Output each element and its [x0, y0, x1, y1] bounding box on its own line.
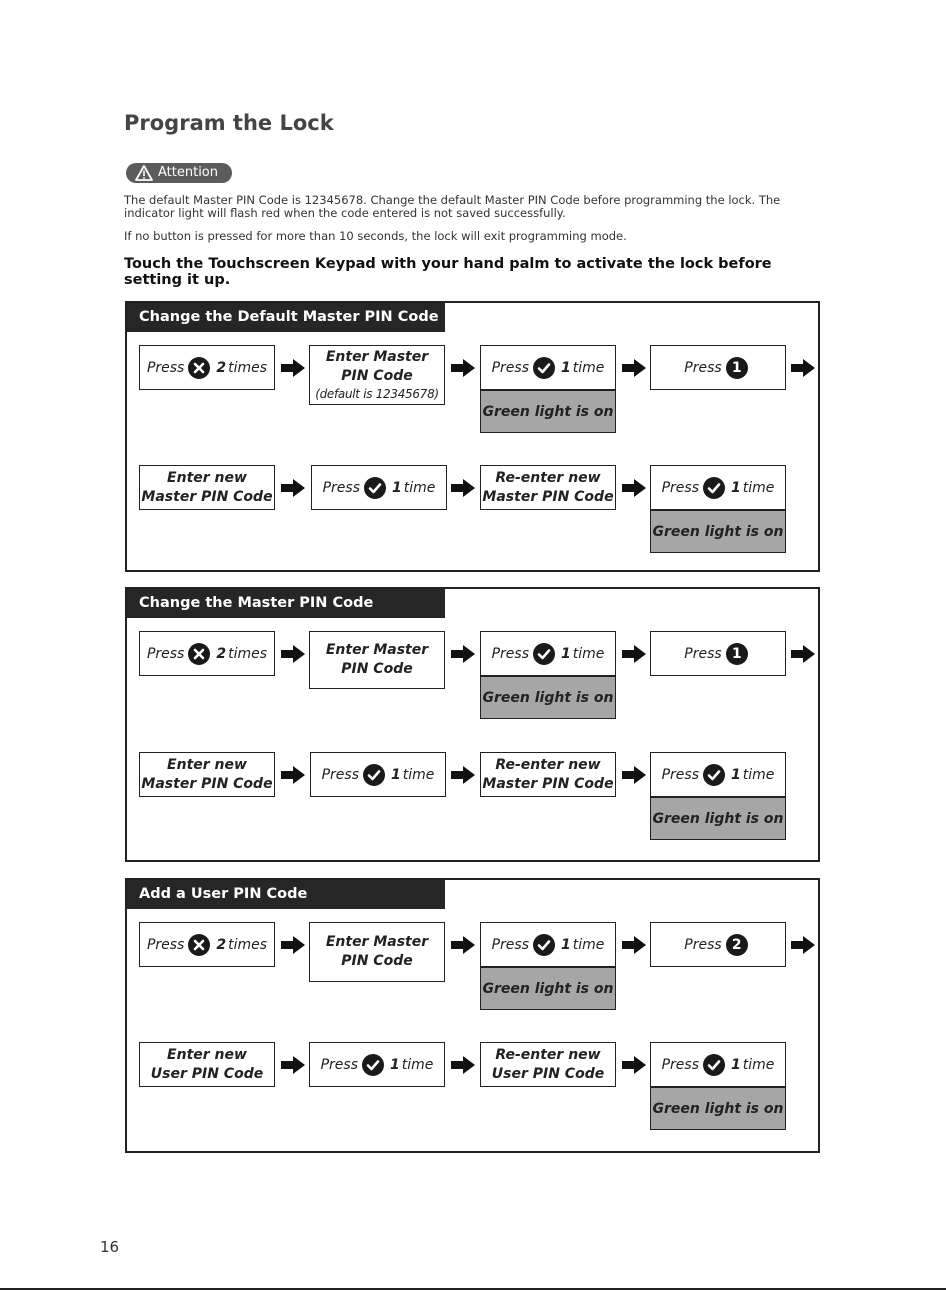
step-line: Enter new: [167, 756, 247, 773]
press-label: Press: [146, 359, 185, 376]
step-reenter-new-pin: [480, 752, 616, 797]
check-circle-icon: [703, 1054, 725, 1076]
page-number: 16: [100, 1238, 120, 1256]
step-line: Re-enter new: [495, 469, 601, 486]
step-line: Re-enter new: [495, 756, 601, 773]
press-label: Press: [322, 479, 360, 496]
time-label: time: [742, 479, 775, 496]
check-circle-icon: [363, 764, 385, 786]
green-light-status: Green light is on: [650, 797, 786, 840]
check-circle-icon: [533, 643, 555, 665]
step-enter-master-pin: [309, 631, 445, 689]
step-reenter-new-pin: [480, 1042, 616, 1087]
arrow-right-icon: [790, 644, 816, 664]
default-pin-note: The default Master PIN Code is 12345678. Change the default Master PIN Code before programming the lock. The indicator light will flash red when the code entered is not saved successfully.: [124, 193, 781, 220]
step-line: Enter new: [167, 1046, 247, 1063]
step-press-check-1-time: [309, 1042, 445, 1087]
check-circle-icon: [364, 477, 386, 499]
step-press-number: [650, 922, 786, 967]
arrow-right-icon: [450, 644, 476, 664]
attention-label: Attention: [158, 165, 218, 180]
press-label: Press: [321, 766, 359, 783]
check-circle-icon: [533, 357, 555, 379]
step-line: Master PIN Code: [482, 775, 614, 792]
arrow-right-icon: [621, 1055, 647, 1075]
page-title: Program the Lock: [124, 111, 334, 135]
times-label: times: [228, 359, 268, 376]
arrow-right-icon: [790, 935, 816, 955]
arrow-right-icon: [280, 765, 306, 785]
arrow-right-icon: [280, 644, 306, 664]
check-circle-icon: [362, 1054, 384, 1076]
number-circle-icon: [726, 643, 748, 665]
section-heading: Add a User PIN Code: [127, 880, 445, 909]
default-code-note: (default is 12345678): [315, 387, 439, 401]
green-light-status: Green light is on: [480, 676, 616, 719]
step-enter-master-pin: [309, 922, 445, 982]
step-line: Master PIN Code: [141, 775, 273, 792]
step-press-x-2-times: [139, 922, 275, 967]
press-label: Press: [684, 936, 722, 953]
arrow-right-icon: [790, 358, 816, 378]
step-press-check-1-time: [650, 752, 786, 797]
press-label: Press: [146, 936, 185, 953]
check-circle-icon: [703, 477, 725, 499]
number-circle-icon: [726, 357, 748, 379]
arrow-right-icon: [450, 1055, 476, 1075]
time-label: time: [402, 766, 435, 783]
check-circle-icon: [533, 934, 555, 956]
press-label: Press: [684, 645, 722, 662]
count-value: 1: [561, 936, 571, 953]
time-label: time: [572, 645, 605, 662]
step-press-check-1-time: [310, 752, 446, 797]
step-press-check-1-time: [311, 465, 447, 510]
time-label: time: [742, 766, 775, 783]
step-line: Enter new: [167, 469, 247, 486]
step-line: PIN Code: [341, 661, 413, 677]
step-press-check-1-time: [480, 922, 616, 967]
section-heading: Change the Master PIN Code: [127, 589, 445, 618]
footer-rule: [0, 1288, 946, 1290]
close-circle-icon: [188, 643, 210, 665]
green-light-status: Green light is on: [480, 967, 616, 1010]
warning-triangle-icon: [135, 165, 153, 181]
menu-number: 1: [731, 645, 742, 662]
step-line: Re-enter new: [495, 1046, 601, 1063]
menu-number: 2: [731, 936, 742, 953]
step-press-x-2-times: [139, 631, 275, 676]
arrow-right-icon: [450, 765, 476, 785]
step-enter-new-pin: [139, 1042, 275, 1087]
press-label: Press: [491, 936, 529, 953]
step-reenter-new-pin: [480, 465, 616, 510]
green-light-status: Green light is on: [650, 1087, 786, 1130]
time-label: time: [401, 1056, 434, 1073]
count-value: 2: [216, 645, 227, 662]
section-change-master-pin: [125, 587, 820, 862]
step-line: Enter Master: [325, 642, 429, 658]
arrow-right-icon: [450, 478, 476, 498]
step-enter-master-pin: [309, 345, 445, 405]
step-press-number: [650, 631, 786, 676]
press-label: Press: [661, 766, 699, 783]
close-circle-icon: [188, 357, 210, 379]
time-label: time: [572, 359, 605, 376]
count-value: 1: [731, 1056, 741, 1073]
count-value: 2: [216, 359, 227, 376]
press-label: Press: [661, 479, 699, 496]
count-value: 1: [391, 766, 401, 783]
press-label: Press: [491, 645, 529, 662]
step-enter-new-pin: [139, 465, 275, 510]
arrow-right-icon: [280, 478, 306, 498]
step-press-check-1-time: [480, 345, 616, 390]
arrow-right-icon: [280, 935, 306, 955]
times-label: times: [228, 936, 268, 953]
press-label: Press: [684, 359, 722, 376]
count-value: 1: [390, 1056, 400, 1073]
number-circle-icon: [726, 934, 748, 956]
green-light-status: Green light is on: [480, 390, 616, 433]
press-label: Press: [320, 1056, 358, 1073]
press-label: Press: [146, 645, 185, 662]
arrow-right-icon: [621, 644, 647, 664]
arrow-right-icon: [450, 358, 476, 378]
press-label: Press: [661, 1056, 699, 1073]
attention-badge: [126, 163, 232, 183]
arrow-right-icon: [450, 935, 476, 955]
activation-instruction: Touch the Touchscreen Keypad with your hand palm to activate the lock before setting it up.: [124, 256, 772, 288]
timeout-note: If no button is pressed for more than 10 seconds, the lock will exit programming mode.: [124, 229, 627, 243]
arrow-right-icon: [621, 478, 647, 498]
step-press-check-1-time: [650, 1042, 786, 1087]
step-line: Enter Master: [325, 349, 429, 365]
step-line: User PIN Code: [491, 1065, 605, 1082]
step-press-check-1-time: [480, 631, 616, 676]
arrow-right-icon: [280, 1055, 306, 1075]
times-label: times: [228, 645, 268, 662]
arrow-right-icon: [621, 358, 647, 378]
count-value: 1: [392, 479, 402, 496]
step-line: Enter Master: [325, 934, 429, 950]
step-line: Master PIN Code: [482, 488, 614, 505]
step-press-check-1-time: [650, 465, 786, 510]
close-circle-icon: [188, 934, 210, 956]
step-enter-new-pin: [139, 752, 275, 797]
arrow-right-icon: [621, 935, 647, 955]
arrow-right-icon: [280, 358, 306, 378]
press-label: Press: [491, 359, 529, 376]
check-circle-icon: [703, 764, 725, 786]
count-value: 1: [731, 479, 741, 496]
green-light-status: Green light is on: [650, 510, 786, 553]
arrow-right-icon: [621, 765, 647, 785]
count-value: 2: [216, 936, 227, 953]
menu-number: 1: [731, 359, 742, 376]
step-press-number: [650, 345, 786, 390]
count-value: 1: [561, 359, 571, 376]
step-press-x-2-times: [139, 345, 275, 390]
time-label: time: [742, 1056, 775, 1073]
time-label: time: [572, 936, 605, 953]
step-line: Master PIN Code: [141, 488, 273, 505]
step-line: PIN Code: [341, 953, 413, 969]
step-line: PIN Code: [341, 368, 413, 384]
step-line: User PIN Code: [150, 1065, 264, 1082]
section-add-user-pin: [125, 878, 820, 1153]
count-value: 1: [731, 766, 741, 783]
section-heading: Change the Default Master PIN Code: [127, 303, 445, 332]
time-label: time: [403, 479, 436, 496]
section-change-default-master-pin: [125, 301, 820, 572]
count-value: 1: [561, 645, 571, 662]
